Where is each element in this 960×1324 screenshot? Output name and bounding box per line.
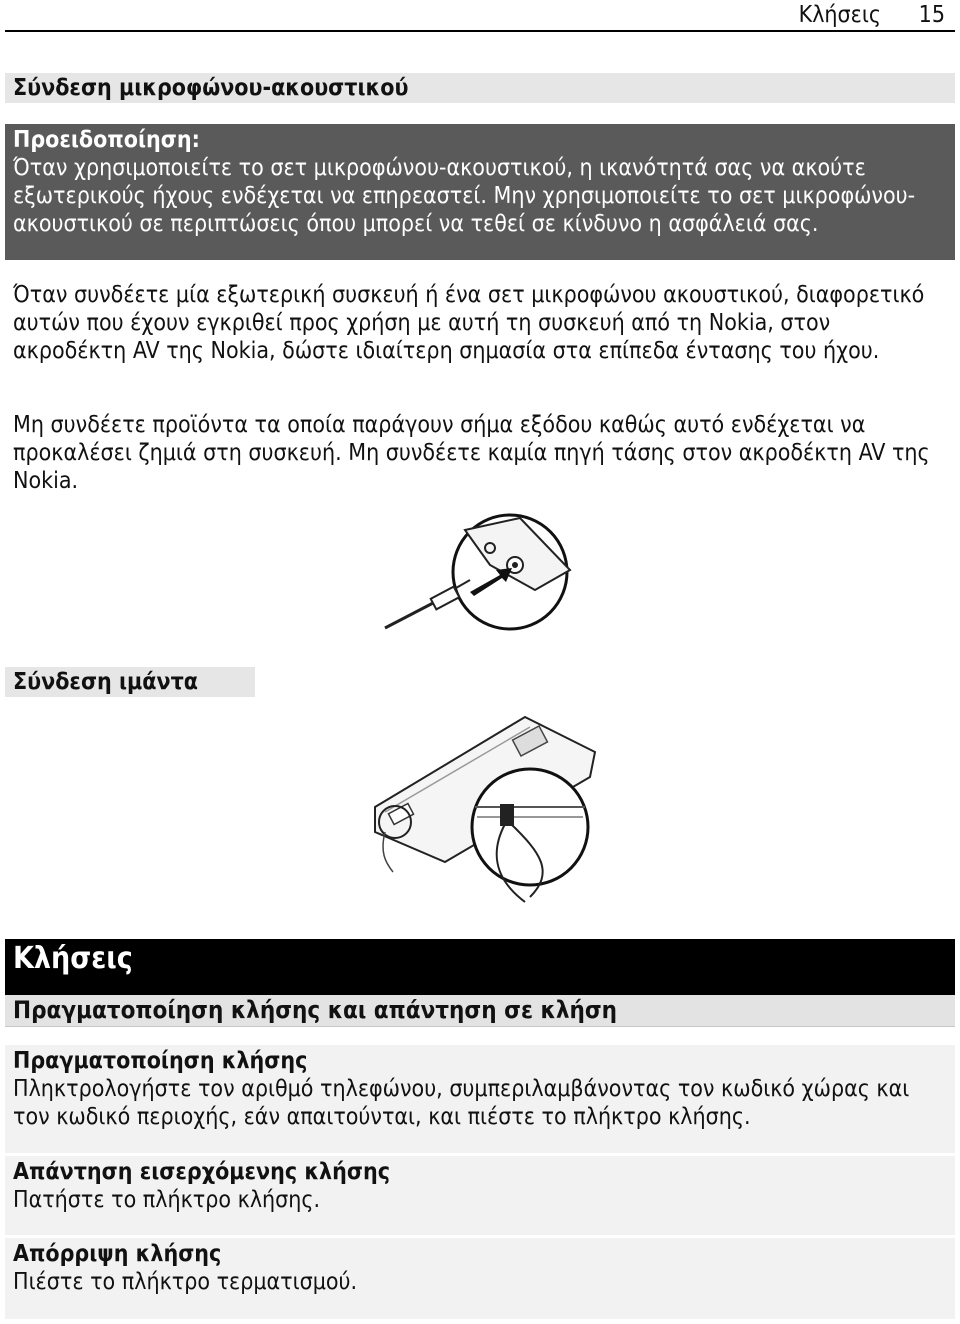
warning-box (5, 124, 955, 260)
chapter-title: Κλήσεις (13, 941, 133, 976)
call-item-title: Απόρριψη κλήσης (13, 1241, 222, 1267)
call-item-title: Πραγματοποίηση κλήσης (13, 1048, 308, 1074)
section-heading-headset: Σύνδεση μικροφώνου-ακουστικού (5, 73, 955, 103)
call-item (5, 1042, 955, 1154)
warning-text: Όταν χρησιμοποιείτε το σετ μικροφώνου-ακουστικού, η ικανότητά σας να ακούτε εξωτερικούς ήχους ενδέχεται να επηρεαστεί. Μην χρησιμοποιείτε το σετ μικροφώνου-ακουστικού σε περιπτώσεις όπου μπορεί να τεθεί σε κίνδυνο η ασφάλειά σας. (13, 155, 916, 237)
section-heading-strap: Σύνδεση ιμάντα (5, 667, 255, 697)
headset-paragraph-1: Όταν συνδέετε μία εξωτερική συσκευή ή ένα σετ μικροφώνου ακουστικού, διαφορετικό αυτών που έχουν εγκριθεί προς χρήση με αυτή τη συσκευή από τη Nokia, στον ακροδέκτη AV της Nokia, δώστε ιδιαίτερη σημασία στα επίπεδα έντασης του ήχου. (13, 282, 925, 364)
calls-subheading: Πραγματοποίηση κλήσης και απάντηση σε κλήση (5, 995, 955, 1027)
call-item-text: Πατήστε το πλήκτρο κλήσης. (13, 1187, 321, 1213)
header-title: Κλήσεις (798, 2, 881, 28)
call-item-text: Πιέστε το πλήκτρο τερματισμού. (13, 1269, 358, 1295)
call-item-title: Απάντηση εισερχόμενης κλήσης (13, 1159, 390, 1185)
chapter-heading-calls (5, 939, 955, 995)
headset-paragraph-2: Μη συνδέετε προϊόντα τα οποία παράγουν σήμα εξόδου καθώς αυτό ενδέχεται να προκαλέσει ζημιά στη συσκευή. Μη συνδέετε καμία πηγή τάσης στον ακροδέκτη AV της Nokia. (13, 412, 930, 494)
call-item (5, 1235, 955, 1319)
call-item-text: Πληκτρολογήστε τον αριθμό τηλεφώνου, συμπεριλαμβάνοντας τον κωδικό χώρας και τον κωδικό περιοχής, εάν απαιτούνται, και πιέστε το πλήκτρο κλήσης. (13, 1076, 910, 1130)
warning-title: Προειδοποίηση: (13, 127, 200, 153)
running-header (5, 0, 955, 32)
headset-connection-illustration (370, 510, 590, 640)
page-number: 15 (918, 2, 945, 28)
strap-attachment-illustration (355, 712, 605, 912)
call-item (5, 1153, 955, 1235)
